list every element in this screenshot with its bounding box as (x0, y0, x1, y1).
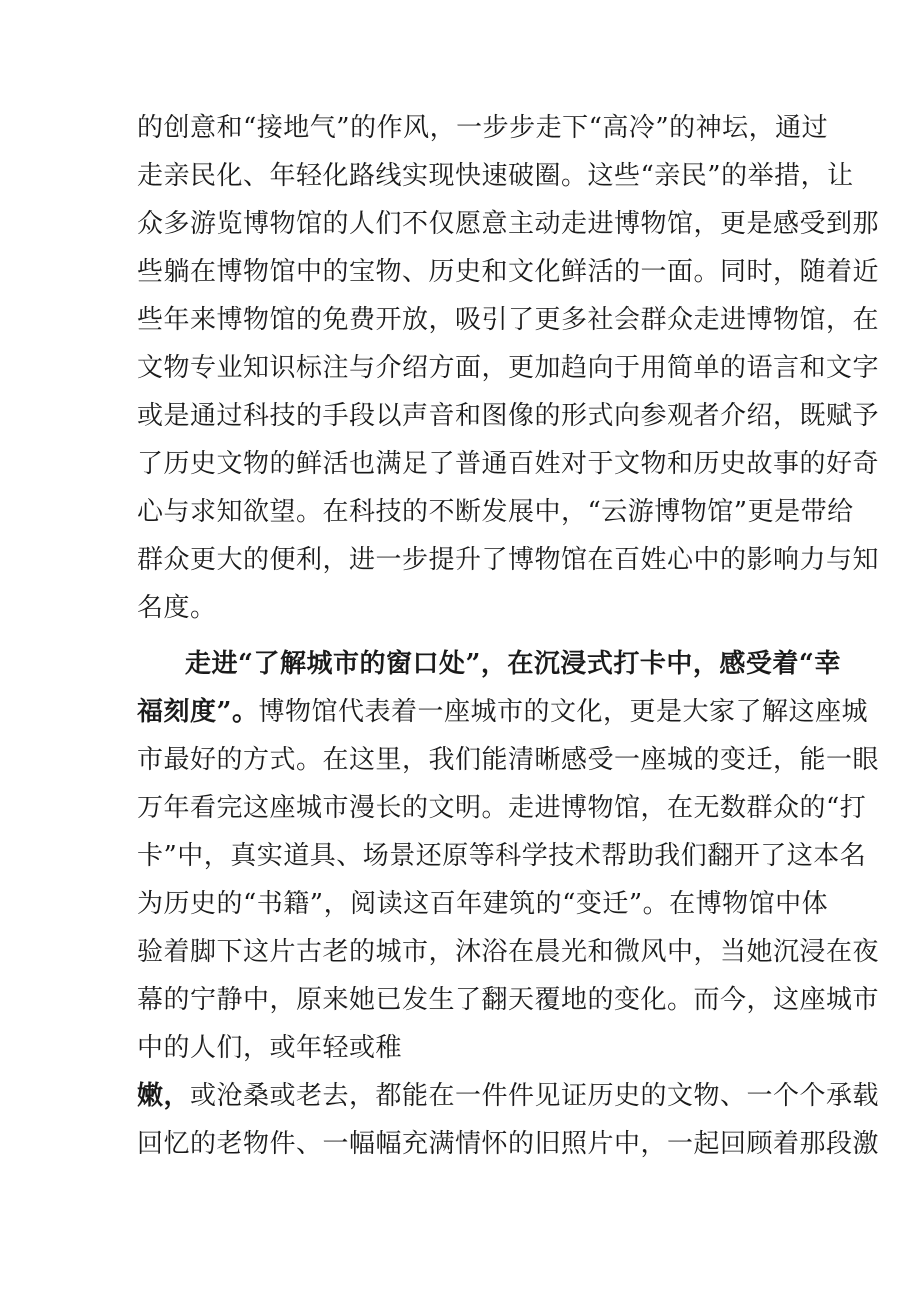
paragraph1-line: 名度。 (137, 593, 217, 623)
paragraph3-bold-word: 嫩， (137, 1081, 191, 1111)
paragraph3-line (137, 1081, 880, 1113)
paragraph2-line: 市最好的方式。在这里，我们能清晰感受一座城的变迁，能一眼 (137, 745, 880, 775)
paragraph1-line: 了历史文物的鲜活也满足了普通百姓对于文物和历史故事的好奇 (137, 449, 880, 479)
paragraph2-line: 验着脚下这片古老的城市，沐浴在晨光和微风中，当她沉浸在夜 (137, 937, 880, 967)
paragraph3-text: 或沧桑或老去，都能在一件件见证历史的文物、一个个承载 (190, 1081, 880, 1111)
paragraph2-heading: 走进“了解城市的窗口处”，在沉浸式打卡中，感受着“幸 (185, 649, 841, 679)
paragraph1-line: 心与求知欲望。在科技的不断发展中，“云游博物馆”更是带给 (137, 497, 854, 527)
paragraph1-line: 的创意和“接地气”的作风，一步步走下“高冷”的神坛，通过 (137, 113, 829, 143)
paragraph2-line (137, 697, 868, 729)
paragraph2-line: 中的人们，或年轻或稚 (137, 1033, 403, 1063)
paragraph1-line: 文物专业知识标注与介绍方面，更加趋向于用简单的语言和文字 (137, 353, 880, 383)
paragraph2-line: 万年看完这座城市漫长的文明。走进博物馆，在无数群众的“打 (137, 793, 867, 823)
paragraph1-line: 些躺在博物馆中的宝物、历史和文化鲜活的一面。同时，随着近 (137, 257, 880, 287)
paragraph2-line: 为历史的“书籍”，阅读这百年建筑的“变迁”。在博物馆中体 (137, 889, 829, 919)
paragraph1-line: 些年来博物馆的免费开放，吸引了更多社会群众走进博物馆，在 (137, 305, 880, 335)
paragraph2-heading-end: 福刻度”。 (137, 697, 259, 727)
paragraph1-line: 走亲民化、年轻化路线实现快速破圈。这些“亲民”的举措，让 (137, 161, 854, 191)
paragraph1-line: 众多游览博物馆的人们不仅愿意主动走进博物馆，更是感受到那 (137, 209, 880, 239)
paragraph1-line: 群众更大的便利，进一步提升了博物馆在百姓心中的影响力与知 (137, 545, 880, 575)
paragraph2-text: 博物馆代表着一座城市的文化，更是大家了解这座城 (258, 697, 868, 727)
paragraph2-line: 幕的宁静中，原来她已发生了翻天覆地的变化。而今，这座城市 (137, 985, 880, 1015)
paragraph3-line: 回忆的老物件、一幅幅充满情怀的旧照片中，一起回顾着那段激 (137, 1129, 880, 1159)
paragraph2-line: 卡”中，真实道具、场景还原等科学技术帮助我们翻开了这本名 (137, 841, 867, 871)
paragraph1-line: 或是通过科技的手段以声音和图像的形式向参观者介绍，既赋予 (137, 401, 880, 431)
